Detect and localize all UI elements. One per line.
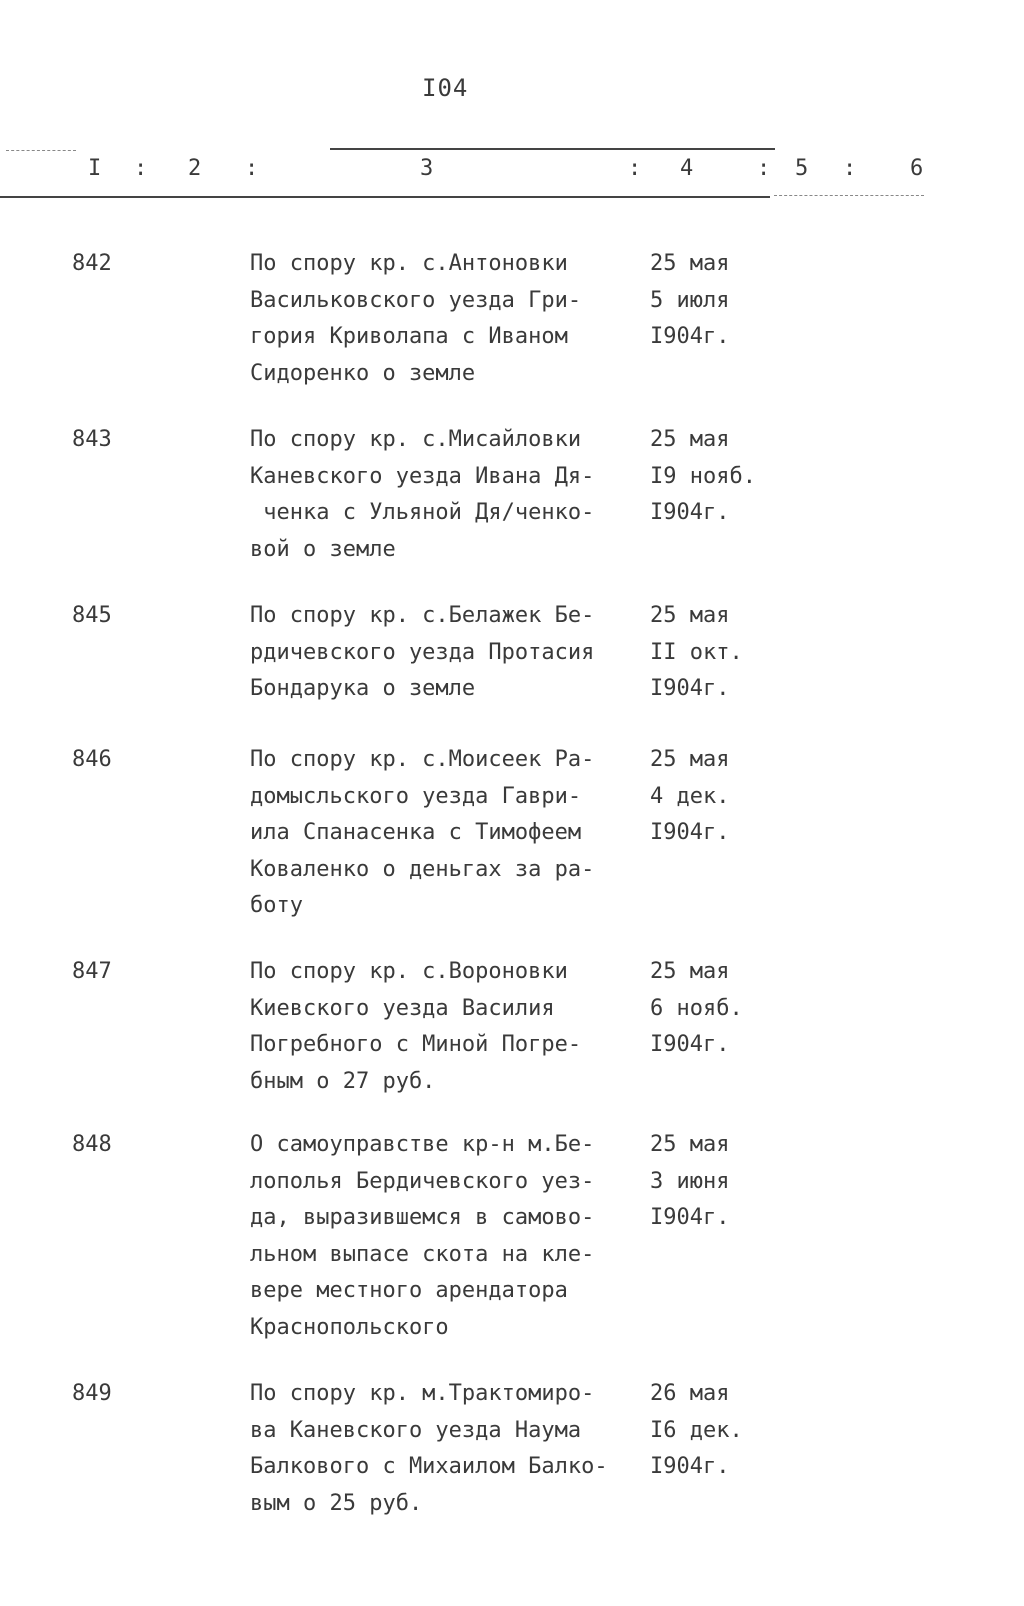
date-line: 25 мая <box>650 427 730 452</box>
header-rule-top <box>330 148 775 150</box>
date-line: 5 июля <box>650 287 730 313</box>
description-line: Бондарука о земле <box>250 676 476 701</box>
column-separator: : <box>245 156 259 181</box>
column-separator: : <box>628 156 642 181</box>
record-description <box>250 598 650 708</box>
description-line: О самоуправстве кр-н м.Бе- <box>250 1132 595 1157</box>
description-line: ва Каневского уезда Наума <box>250 1417 582 1443</box>
date-line: I904г. <box>650 1205 730 1230</box>
record-description <box>250 1376 650 1522</box>
description-line: По спору кр. с.Мисайловки <box>250 427 582 452</box>
description-line: вым о 25 руб. <box>250 1490 423 1516</box>
record-description <box>250 422 650 568</box>
record-dates <box>650 1376 790 1486</box>
record-dates <box>650 742 790 852</box>
column-header-6: 6 <box>910 156 924 181</box>
column-header-5: 5 <box>795 156 809 181</box>
column-separator: : <box>757 156 771 181</box>
header-rule-bottom <box>0 196 770 198</box>
date-line: I904г. <box>650 1032 730 1057</box>
column-header-3: 3 <box>420 156 434 181</box>
description-line: Коваленко о деньгах за ра- <box>250 856 595 882</box>
record-description <box>250 246 650 392</box>
date-line: I904г. <box>650 1454 730 1479</box>
date-line: 25 мая <box>650 603 730 628</box>
date-line: 25 мая <box>650 747 730 772</box>
column-separator: : <box>843 156 857 181</box>
description-line: Каневского уезда Ивана Дя- <box>250 463 595 489</box>
description-line: да, выразившемся в самово- <box>250 1205 595 1230</box>
description-line: гория Криволапа с Иваном <box>250 324 568 349</box>
description-line: боту <box>250 893 303 918</box>
record-number: 846 <box>72 747 112 772</box>
date-line: 25 мая <box>650 1132 730 1157</box>
description-line: Васильковского уезда Гри- <box>250 287 582 313</box>
record-number: 847 <box>72 959 112 984</box>
description-line: Сидоренко о земле <box>250 360 476 386</box>
description-line: рдичевского уезда Протасия <box>250 639 595 665</box>
description-line: лополья Бердичевского уез- <box>250 1168 595 1194</box>
record-dates <box>650 1127 790 1237</box>
description-line: Погребного с Миной Погре- <box>250 1032 582 1057</box>
record-description <box>250 954 650 1100</box>
date-line: I904г. <box>650 676 730 701</box>
record-dates <box>650 598 790 708</box>
date-line: 4 дек. <box>650 783 730 809</box>
record-description <box>250 742 650 925</box>
description-line: По спору кр. с.Белажек Бе- <box>250 603 595 628</box>
header-rule-bottom-right <box>774 195 924 196</box>
column-header-1: I <box>88 156 102 181</box>
description-line: Балкового с Михаилом Балко- <box>250 1454 608 1479</box>
record-number: 842 <box>72 251 112 276</box>
record-number: 849 <box>72 1381 112 1406</box>
record-description <box>250 1127 650 1346</box>
description-line: По спору кр. м.Трактомиро- <box>250 1381 595 1406</box>
date-line: 26 мая <box>650 1381 730 1406</box>
date-line: 25 мая <box>650 251 730 276</box>
record-dates <box>650 422 790 532</box>
description-line: ила Спанасенка с Тимофеем <box>250 820 582 845</box>
description-line: ченка с Ульяной Дя/ченко- <box>250 500 595 525</box>
date-line: I9 нояб. <box>650 463 756 489</box>
date-line: I904г. <box>650 324 730 349</box>
column-header-2: 2 <box>188 156 202 181</box>
description-line: Киевского уезда Василия <box>250 995 555 1021</box>
date-line: I904г. <box>650 820 730 845</box>
description-line: По спору кр. с.Антоновки <box>250 251 568 276</box>
page-number: I04 <box>422 74 469 102</box>
description-line: льном выпасе скота на кле- <box>250 1241 595 1267</box>
date-line: 6 нояб. <box>650 995 743 1021</box>
description-line: По спору кр. с.Моисеек Ра- <box>250 747 595 772</box>
date-line: 3 июня <box>650 1168 730 1194</box>
date-line: 25 мая <box>650 959 730 984</box>
description-line: вой о земле <box>250 536 396 562</box>
record-number: 848 <box>72 1132 112 1157</box>
description-line: домысльского уезда Гаври- <box>250 783 582 809</box>
column-separator: : <box>134 156 148 181</box>
column-header-row <box>0 156 1024 186</box>
header-rule-left <box>6 150 76 151</box>
date-line: I904г. <box>650 500 730 525</box>
record-number: 845 <box>72 603 112 628</box>
record-dates <box>650 246 790 356</box>
description-line: Краснопольского <box>250 1314 449 1340</box>
date-line: II окт. <box>650 639 743 665</box>
record-number: 843 <box>72 427 112 452</box>
description-line: вере местного арендатора <box>250 1278 568 1303</box>
record-dates <box>650 954 790 1064</box>
date-line: I6 дек. <box>650 1417 743 1443</box>
description-line: По спору кр. с.Вороновки <box>250 959 568 984</box>
column-header-4: 4 <box>680 156 694 181</box>
description-line: бным о 27 руб. <box>250 1068 436 1094</box>
